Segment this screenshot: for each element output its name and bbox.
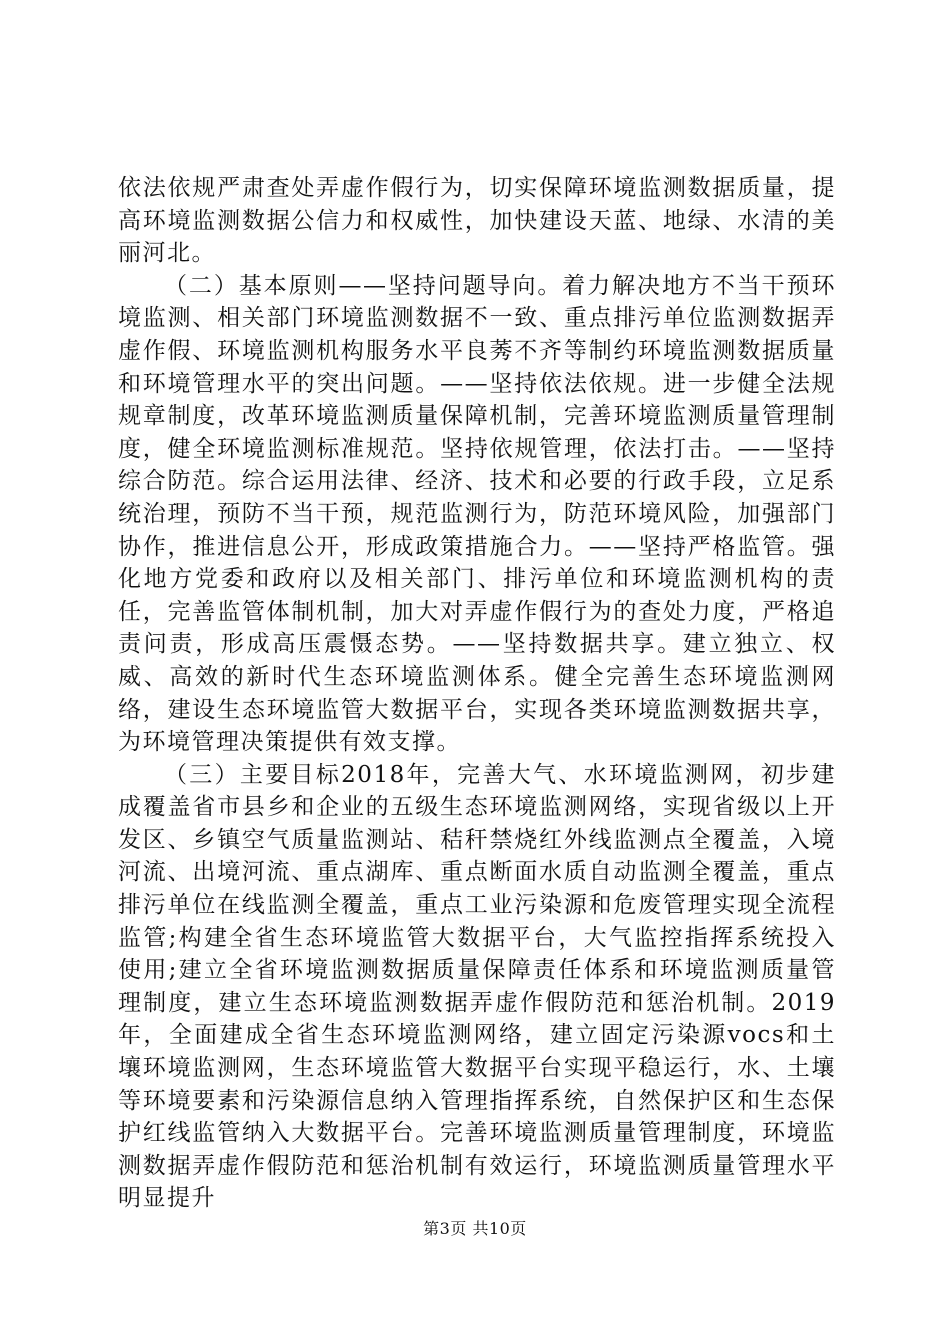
- page-number-label: 第3页 共10页: [423, 1219, 527, 1238]
- document-body: [118, 172, 836, 1215]
- paragraph-continuation: 依法依规严肃查处弄虚作假行为，切实保障环境监测数据质量，提高环境监测数据公信力和权威性，加快建设天蓝、地绿、水清的美丽河北。: [118, 175, 836, 267]
- paragraph-basic-principles: （二）基本原则——坚持问题导向。着力解决地方不当干预环境监测、相关部门环境监测数据不一致、重点排污单位监测数据弄虚作假、环境监测机构服务水平良莠不齐等制约环境监测数据质量和环境管理水平的突出问题。——坚持依法依规。进一步健全法规规章制度，改革环境监测质量保障机制，完善环境监测质量管理制度，健全环境监测标准规范。坚持依规管理，依法打击。——坚持综合防范。综合运用法律、经济、技术和必要的行政手段，立足系统治理，预防不当干预，规范监测行为，防范环境风险，加强部门协作，推进信息公开，形成政策措施合力。——坚持严格监管。强化地方党委和政府以及相关部门、排污单位和环境监测机构的责任，完善监管体制机制，加大对弄虚作假行为的查处力度，严格追责问责，形成高压震慑态势。——坚持数据共享。建立独立、权威、高效的新时代生态环境监测体系。健全完善生态环境监测网络，建设生态环境监管大数据平台，实现各类环境监测数据共享，为环境管理决策提供有效支撑。: [118, 272, 836, 756]
- paragraph-main-goals: （三）主要目标2018年，完善大气、水环境监测网，初步建成覆盖省市县乡和企业的五级生态环境监测网络，实现省级以上开发区、乡镇空气质量监测站、秸秆禁烧红外线监测点全覆盖，入境河流、出境河流、重点湖库、重点断面水质自动监测全覆盖，重点排污单位在线监测全覆盖，重点工业污染源和危废管理实现全流程监管;构建全省生态环境监管大数据平台，大气监控指挥系统投入使用;建立全省环境监测数据质量保障责任体系和环境监测质量管理制度，建立生态环境监测数据弄虚作假防范和惩治机制。2019年，全面建成全省生态环境监测网络，建立固定污染源vocs和土壤环境监测网，生态环境监管大数据平台实现平稳运行，水、土壤等环境要素和污染源信息纳入管理指挥系统，自然保护区和生态保护红线监管纳入大数据平台。完善环境监测质量管理制度，环境监测数据弄虚作假防范和惩治机制有效运行，环境监测质量管理水平明显提升: [118, 761, 836, 1212]
- page-footer: [0, 1216, 950, 1239]
